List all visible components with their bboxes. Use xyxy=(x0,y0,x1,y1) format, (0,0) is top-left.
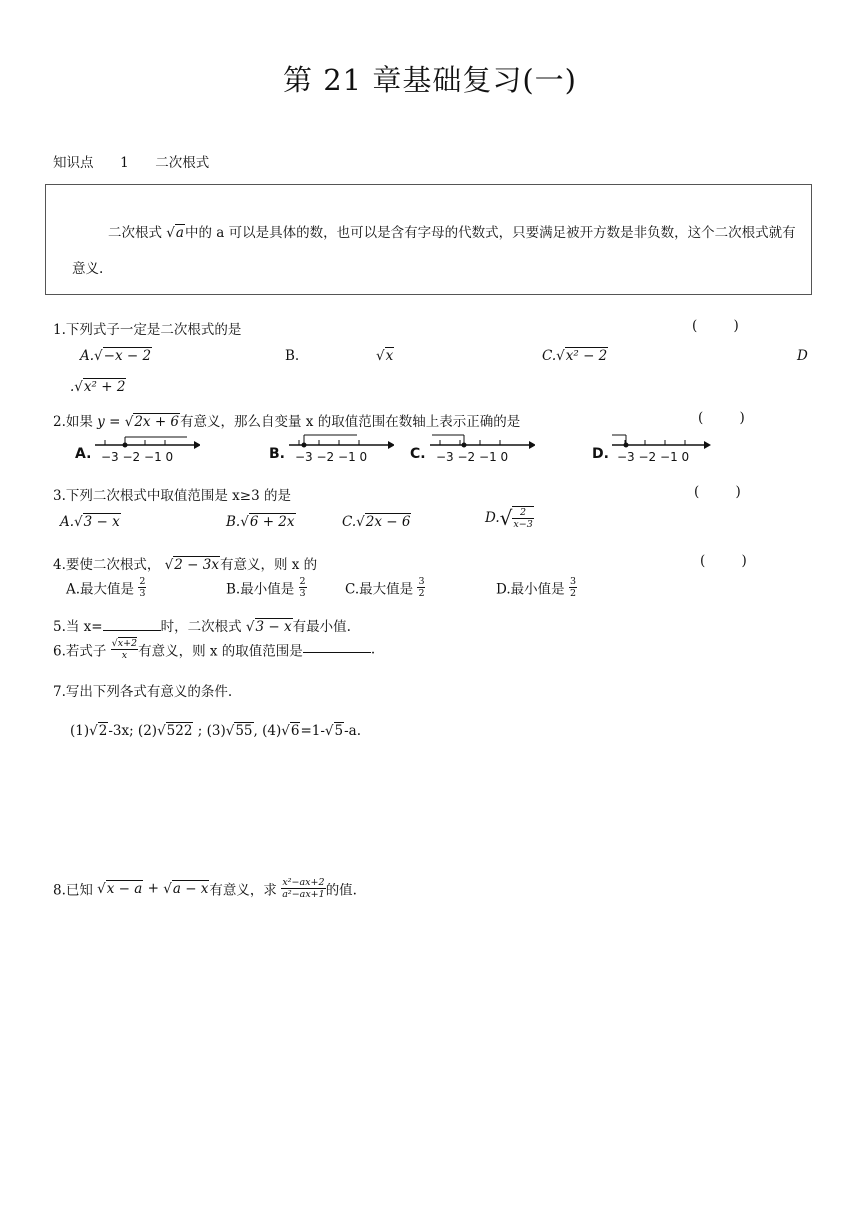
q3-option-d: D.√ $\frac{2}{x-3}$ xyxy=(485,506,533,530)
section-heading xyxy=(53,151,209,171)
q5-blank[interactable] xyxy=(103,630,161,631)
q3-option-a: A.√3 − x xyxy=(60,514,120,530)
q2-answer-paren: ( ) xyxy=(698,410,761,426)
q1-option-b-label: B. xyxy=(285,348,300,364)
q2-option-a: A. −3 −2 −1 0 xyxy=(75,430,200,466)
q3-option-b: B.√6 + 2x xyxy=(226,514,295,530)
q2-stem: 2.如果 y = √2x + 6有意义，那么自变量 x 的取值范围在数轴上表示正确的是 xyxy=(53,414,521,430)
q1-stem: 1.下列式子一定是二次根式的是 xyxy=(53,322,242,338)
q6-blank[interactable] xyxy=(303,652,371,653)
q1-option-d-label: D xyxy=(797,348,808,364)
q4-option-b: B.最小值是 $\frac{2}{3}$ xyxy=(226,576,306,599)
q3-answer-paren: ( ) xyxy=(694,484,757,500)
q4-answer-paren: ( ) xyxy=(700,553,763,569)
knowledge-text: 二次根式 √a中的 a 可以是具体的数，也可以是含有字母的代数式，只要满足被开方数是非负数，这个二次根式就有意义. xyxy=(72,215,797,287)
q8-stem: 8.已知 √x − a + √a − x有意义，求 $\frac{\text{x²−ax+2}}{\text{a²−ax+1}}$ 的值. xyxy=(53,877,357,900)
q3-stem: 3.下列二次根式中取值范围是 x≥3 的是 xyxy=(53,488,291,504)
q1-answer-paren: ( ) xyxy=(692,318,755,334)
q1-option-c: C.√x² − 2 xyxy=(542,348,608,364)
section-number: 1 xyxy=(120,155,129,171)
radical: √a xyxy=(166,225,184,241)
q7-items: (1)√2-3x; (2)√522 ; (3)√55, (4)√6=1-√5-a. xyxy=(70,723,362,739)
page-title: 第 21 章基础复习(一) xyxy=(283,63,577,97)
q4-stem: 4.要使二次根式， √2 − 3x有意义，则 x 的 xyxy=(53,557,318,573)
q1-option-a: A.√−x − 2 xyxy=(80,348,152,364)
q2-option-c: C. −3 −2 −1 0 xyxy=(410,430,535,466)
q2-option-d: D. −3 −2 −1 0 xyxy=(592,430,717,466)
q4-option-a: A.最大值是 $\frac{2}{3}$ xyxy=(66,576,146,599)
q2-option-b: B. −3 −2 −1 0 xyxy=(269,430,394,466)
q1-option-b-expr: √x xyxy=(376,348,394,364)
q4-option-d: D.最小值是 $\frac{3}{2}$ xyxy=(496,576,576,599)
section-label: 知识点 xyxy=(53,155,94,171)
q4-option-c: C.最大值是 $\frac{3}{2}$ xyxy=(345,576,425,599)
q5-stem: 5.当 x= 时，二次根式 √3 − x有最小值. xyxy=(53,619,351,635)
knowledge-box xyxy=(45,184,812,295)
q3-option-c: C.√2x − 6 xyxy=(342,514,411,530)
q6-stem: 6.若式子 $\frac{√x+2}{x}$ 有意义，则 x 的取值范围是 . xyxy=(53,638,376,661)
q7-stem: 7.写出下列各式有意义的条件. xyxy=(53,684,233,700)
q1-option-d: .√x² + 2 xyxy=(70,379,126,395)
section-name: 二次根式 xyxy=(155,155,210,171)
